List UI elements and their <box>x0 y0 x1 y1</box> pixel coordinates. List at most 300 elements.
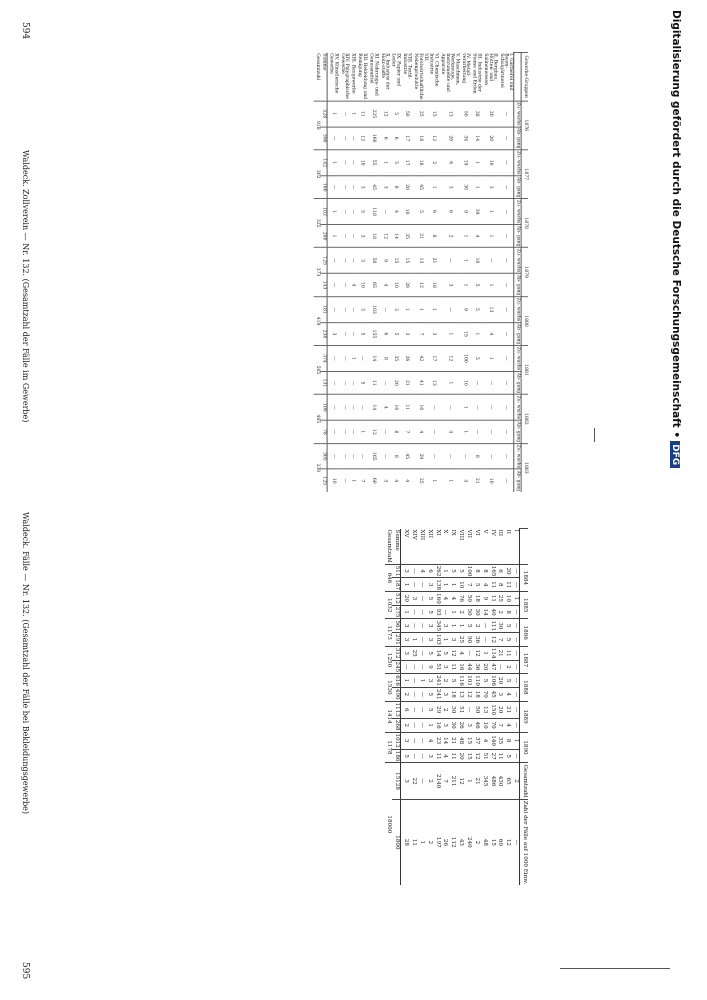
table-cell: — <box>350 150 356 176</box>
row-label: Gesamtzahl <box>386 529 393 563</box>
left-year-header: 1882 <box>521 394 528 443</box>
row-label: XIV <box>410 529 417 540</box>
table-cell: 45 <box>367 176 378 199</box>
table-cell: — <box>498 150 514 176</box>
table-cell: 13 <box>456 687 464 701</box>
table-cell: — <box>356 443 367 469</box>
table-cell: 45 <box>412 176 428 199</box>
table-cell: 26 <box>456 718 464 732</box>
table-cell: — <box>511 701 519 718</box>
table-cell: 3 <box>425 578 433 592</box>
table-cell: 528 <box>320 101 327 127</box>
table-cell: 18 <box>472 592 480 606</box>
table-cell: 1 <box>511 592 519 606</box>
row-label: IV <box>489 529 496 536</box>
table-cell: 1 <box>412 297 428 323</box>
row-label: III <box>497 529 504 537</box>
row-label: XIII <box>418 529 425 541</box>
table-cell: — <box>511 564 519 578</box>
table-row <box>498 52 514 491</box>
digitization-spine <box>678 0 707 1000</box>
table-cell: 305 <box>320 443 327 469</box>
table-cell: 4 <box>441 592 449 606</box>
table-cell: — <box>339 345 350 371</box>
table-cell: — <box>339 150 350 176</box>
table-cell: 8 <box>390 420 401 443</box>
table-cell: 100 <box>320 394 327 420</box>
table-cell: 3 <box>409 592 417 606</box>
table-cell: — <box>378 371 389 394</box>
footer-rule <box>560 968 670 969</box>
right-year-header: 1884 <box>520 564 528 591</box>
table-cell: 2 <box>456 605 464 619</box>
table-cell: 3 <box>401 732 409 749</box>
table-cell: 5 <box>471 297 482 323</box>
table-cell: 5 <box>464 619 472 633</box>
table-cell: 90 <box>464 633 472 647</box>
table-row <box>401 529 409 886</box>
table-cell: — <box>339 225 350 248</box>
table-cell: 43 <box>456 799 464 885</box>
table-cell: — <box>439 394 460 420</box>
table-cell: 8 <box>378 345 389 371</box>
table-cell: 3 <box>390 297 401 323</box>
table-cell: 1 <box>378 150 389 176</box>
table-cell: 1 <box>448 578 456 592</box>
table-cell: — <box>378 443 389 469</box>
table-cell: 4 <box>439 420 460 443</box>
table-row <box>456 529 464 886</box>
table-cell: — <box>464 701 472 718</box>
table-cell: 34 <box>460 127 471 150</box>
table-cell: 6 <box>439 199 460 225</box>
table-cell: 20 <box>482 101 498 127</box>
table-cell: 7 <box>464 578 472 592</box>
table-cell: 3 <box>425 674 433 688</box>
table-cell: 3 <box>356 248 367 274</box>
table-cell: 6 <box>425 564 433 578</box>
table-cell: 15 <box>390 248 401 274</box>
table-row <box>480 529 488 886</box>
table-cell: 1 <box>482 225 498 248</box>
table-cell: 11 <box>409 799 417 885</box>
table-cell: 1 <box>460 420 471 443</box>
left-sub-header: Ab- gang <box>515 323 521 345</box>
table-cell: 17 <box>428 345 439 371</box>
table-cell: 1 <box>417 674 425 688</box>
table-cell: 10 <box>356 150 367 176</box>
table-cell: 5 <box>401 749 409 763</box>
row-label: XI <box>434 529 441 536</box>
total-cell: 230 <box>314 443 320 492</box>
table-cell: — <box>327 420 339 443</box>
table-cell: 10 <box>482 469 498 492</box>
table-cell: 50 <box>401 101 412 127</box>
row-label: Summe <box>320 52 327 100</box>
table-row <box>409 529 417 886</box>
left-sub-header: Ab- gang <box>515 127 521 149</box>
table-cell: — <box>350 371 356 394</box>
table-cell: — <box>511 605 519 619</box>
table-cell: 8 <box>480 564 488 578</box>
table-cell: 21 <box>401 371 412 394</box>
left-year-header: 1878 <box>521 199 528 248</box>
table-cell: 1 <box>409 633 417 647</box>
row-label: VIII <box>458 529 465 541</box>
table-cell: — <box>498 248 514 274</box>
table-cell: — <box>327 345 339 371</box>
table-cell: 1 <box>441 578 449 592</box>
table-cell: 27 <box>488 749 496 763</box>
table-cell: 20 <box>496 674 504 688</box>
table-cell: 3 <box>356 225 367 248</box>
table-cell: 10 <box>412 394 428 420</box>
table-cell: — <box>339 322 350 345</box>
table-cell: 35 <box>401 225 412 248</box>
table-cell: — <box>339 371 350 394</box>
table-cell: 2 <box>401 687 409 701</box>
table-cell: 51 <box>480 749 488 763</box>
table-cell: — <box>482 420 498 443</box>
table-cell: 3 <box>378 469 389 492</box>
table-cell: — <box>498 420 514 443</box>
table-cell: — <box>339 248 350 274</box>
table-cell: 10 <box>390 274 401 297</box>
table-cell: 29 <box>433 701 441 718</box>
right-page-title: Waldeck. Fälle — Nr. 132. (Gesamtzahl der Fälle bei Bekleidungsgewerbe) <box>21 512 30 814</box>
table-cell: — <box>350 199 356 225</box>
table-cell: 44 <box>464 660 472 674</box>
table-row <box>464 529 472 886</box>
table-row <box>367 52 378 491</box>
table-cell: 11 <box>503 646 511 660</box>
table-cell: 5 <box>471 274 482 297</box>
table-cell: 1 <box>482 274 498 297</box>
left-page-number: 594 <box>20 22 30 40</box>
table-cell: 1 <box>471 322 482 345</box>
table-cell: 20 <box>401 592 409 606</box>
fold-mark <box>594 428 595 442</box>
table-cell: 5 <box>471 345 482 371</box>
table-cell: 138 <box>434 579 441 591</box>
table-cell: 15 <box>460 322 471 345</box>
table-cell: 4 <box>390 199 401 225</box>
table-cell: 13 <box>439 101 460 127</box>
left-sub-header: Ab- gang <box>515 470 521 492</box>
table-cell: 16 <box>433 718 441 732</box>
table-row <box>439 52 460 491</box>
table-cell: — <box>428 443 439 469</box>
table-cell: 245 <box>394 661 401 673</box>
sum-row <box>320 52 327 491</box>
table-cell: 29 <box>412 443 428 469</box>
table-cell: 21 <box>472 763 480 799</box>
table-cell: 3 <box>441 660 449 674</box>
table-cell: — <box>482 394 498 420</box>
digitization-note <box>670 10 682 468</box>
total-cell: 505 <box>314 345 320 394</box>
total-cell: 918 <box>314 101 320 150</box>
table-cell: 25 <box>456 633 464 647</box>
table-cell: 11 <box>448 749 456 763</box>
table-cell: 131 <box>320 371 327 394</box>
table-cell: 114 <box>489 647 496 659</box>
table-cell: — <box>350 225 356 248</box>
table-cell: 11 <box>448 660 456 674</box>
table-cell: 11 <box>503 578 511 592</box>
table-cell: 21 <box>412 225 428 248</box>
table-cell: 511 <box>394 565 401 577</box>
table-cell: 390 <box>320 127 327 150</box>
table-cell: — <box>511 687 519 701</box>
table-cell: 3 <box>356 176 367 199</box>
right-extra-header: Zahl der Fälle auf 1000 Einw. <box>520 799 528 885</box>
table-cell: — <box>417 605 425 619</box>
table-cell: 15 <box>464 749 472 763</box>
table-cell: 110 <box>473 675 480 686</box>
table-cell: 186 <box>394 750 401 762</box>
table-cell: 2 <box>425 763 433 799</box>
table-cell: — <box>498 469 514 492</box>
table-cell: 1 <box>428 297 439 323</box>
row-label: XV <box>403 529 410 538</box>
table-cell: 7 <box>401 420 412 443</box>
table-cell: 13 <box>412 248 428 274</box>
table-cell: 1 <box>464 763 472 799</box>
table-cell: — <box>511 660 519 674</box>
digitization-note-text: Digitalisierung gefördert durch die Deutsche Forschungsgemeinschaft • <box>670 10 682 439</box>
row-label: VII. Forstwirtschaftliche Nebenprodukte <box>413 53 428 100</box>
total-cell: 1530 <box>385 674 393 701</box>
table-cell: 3 <box>439 176 460 199</box>
table-cell: 4 <box>503 687 511 701</box>
table-cell: 10 <box>390 394 401 420</box>
table-cell: — <box>498 127 514 150</box>
table-cell: 1 <box>471 176 482 199</box>
total-cell: 1250 <box>385 646 393 673</box>
table-cell: — <box>428 420 439 443</box>
table-cell: 60 <box>367 469 378 492</box>
table-cell: 187 <box>394 579 401 591</box>
table-cell: 100 <box>460 345 471 371</box>
table-cell: 12 <box>378 101 389 127</box>
table-cell: 2 <box>425 799 433 885</box>
table-cell: 21 <box>496 646 504 660</box>
table-cell: 21 <box>471 469 482 492</box>
table-cell: 1 <box>327 101 339 127</box>
table-cell: 1 <box>482 199 498 225</box>
table-cell: 12 <box>448 646 456 660</box>
table-cell: 14 <box>480 605 488 619</box>
table-cell: 20 <box>482 127 498 150</box>
total-cell: 646 <box>385 564 393 591</box>
table-cell: 102 <box>320 199 327 225</box>
table-cell: — <box>482 248 498 274</box>
table-cell: 8 <box>471 443 482 469</box>
table-cell: 8 <box>472 564 480 578</box>
row-label: II. Bergbau, Hütten- und Salinenwesen <box>483 53 498 86</box>
table-row <box>378 52 389 491</box>
table-cell: — <box>350 420 356 443</box>
table-cell: 9 <box>460 297 471 323</box>
table-cell: 20 <box>401 274 412 297</box>
table-cell: 1 <box>350 345 356 371</box>
table-cell: 11 <box>488 578 496 592</box>
row-label: IX <box>450 529 457 536</box>
table-cell: 155 <box>367 322 378 345</box>
left-sub-header: Zu- wachs <box>515 199 521 224</box>
table-cell: 6 <box>439 150 460 176</box>
table-cell: — <box>350 394 356 420</box>
table-cell: 1 <box>327 225 339 248</box>
table-cell: — <box>417 687 425 701</box>
table-cell: 616 <box>394 675 401 686</box>
table-cell: 1113 <box>394 702 401 717</box>
table-cell: 3 <box>482 176 498 199</box>
table-cell: 5 <box>425 687 433 701</box>
table-cell: 18 <box>412 127 428 150</box>
table-cell: 5 <box>425 605 433 619</box>
table-cell: 30 <box>472 605 480 619</box>
table-row <box>472 529 480 886</box>
table-cell: — <box>480 619 488 633</box>
totals-row <box>385 529 393 886</box>
table-cell: 1 <box>482 345 498 371</box>
table-cell: 5 <box>503 633 511 647</box>
table-cell: 51 <box>433 660 441 674</box>
table-cell: 20 <box>390 371 401 394</box>
table-cell: 2 <box>439 225 460 248</box>
row-label: Summe <box>392 529 400 565</box>
table-cell: 14 <box>390 225 401 248</box>
table-cell: — <box>498 443 514 469</box>
table-cell: 1 <box>460 274 471 297</box>
table-cell: 12 <box>356 127 367 150</box>
table-cell: 181 <box>320 297 327 323</box>
table-cell: 1 <box>350 469 356 492</box>
table-cell: 5 <box>503 674 511 688</box>
table-cell: — <box>339 101 350 127</box>
table-cell: — <box>498 176 514 199</box>
table-cell: 1 <box>480 646 488 660</box>
table-cell: — <box>339 176 350 199</box>
table-cell: — <box>327 297 339 323</box>
table-cell: 1 <box>439 322 460 345</box>
left-year-header: 1879 <box>521 248 528 297</box>
table-cell: 1 <box>401 605 409 619</box>
table-cell: — <box>439 443 460 469</box>
table-cell: 30 <box>448 718 456 732</box>
table-cell: 20 <box>503 564 511 578</box>
table-cell: 125 <box>320 248 327 274</box>
table-cell: 65 <box>367 274 378 297</box>
table-cell: 18 <box>472 687 480 701</box>
table-cell: — <box>498 371 514 394</box>
table-cell: 50 <box>464 605 472 619</box>
table-cell: 26 <box>401 345 412 371</box>
table-cell: 3 <box>401 633 409 647</box>
row-label: IX. Papier und Leder <box>391 53 401 87</box>
table-cell: 4 <box>482 322 498 345</box>
table-row <box>488 529 496 886</box>
table-cell: 3 <box>441 718 449 732</box>
table-cell: 50 <box>460 101 471 127</box>
table-cell: 7 <box>496 633 504 647</box>
table-cell: — <box>409 578 417 592</box>
table-cell: 17 <box>401 150 412 176</box>
table-cell: 50 <box>367 248 378 274</box>
left-sub-header: Zu- wachs <box>515 346 521 371</box>
table-cell: 1 <box>471 150 482 176</box>
table-cell: 3 <box>401 322 412 345</box>
table-cell: 11 <box>356 101 367 127</box>
table-cell: 12 <box>378 225 389 248</box>
table-cell: — <box>378 420 389 443</box>
table-cell: 20 <box>496 701 504 718</box>
table-cell: 312 <box>394 647 401 659</box>
table-cell: — <box>378 297 389 323</box>
table-cell: 20 <box>456 749 464 763</box>
table-cell: 197 <box>433 799 441 885</box>
left-sub-header: Zu- wachs <box>515 444 521 469</box>
table-cell: 12 <box>472 646 480 660</box>
table-cell: — <box>356 345 367 371</box>
table-cell: 116 <box>458 675 465 686</box>
table-cell: 25 <box>409 646 417 660</box>
table-row <box>350 52 356 491</box>
table-cell: 1 <box>425 718 433 732</box>
table-cell: — <box>339 394 350 420</box>
table-cell: — <box>511 718 519 732</box>
table-cell: 106 <box>489 675 496 686</box>
table-cell: 2 <box>428 150 439 176</box>
table-cell: — <box>339 420 350 443</box>
table-cell: 3 <box>428 322 439 345</box>
row-label: XI. Nahrungs- und Genussmittel <box>368 53 379 96</box>
table-cell: 4 <box>448 592 456 606</box>
table-cell: 6 <box>401 701 409 718</box>
table-row <box>339 52 350 491</box>
left-sub-header: Zu- wachs <box>515 102 521 126</box>
table-cell: 35 <box>496 732 504 749</box>
table-cell: 2 <box>441 674 449 688</box>
total-cell: 302 <box>314 150 320 199</box>
table-cell: 8 <box>503 605 511 619</box>
row-label: VI. Chemische Industrie <box>429 53 439 87</box>
table-cell: 55 <box>367 150 378 176</box>
table-cell: 30 <box>460 176 471 199</box>
table-cell: 5 <box>390 322 401 345</box>
table-cell: — <box>417 732 425 749</box>
table-row <box>412 52 428 491</box>
table-cell: 2 <box>496 605 504 619</box>
table-cell: — <box>417 646 425 660</box>
table-cell: 42 <box>412 345 428 371</box>
table-cell: — <box>471 420 482 443</box>
row-label: I <box>513 529 520 532</box>
row-label: IV. Metall-verarbeitung <box>461 53 471 84</box>
left-page-title: Waldeck. Zollverein — Nr. 132. (Gesamtzahl der Fälle im Gewerbe) <box>21 150 30 423</box>
table-cell: 2140 <box>433 763 441 799</box>
table-cell: 25 <box>412 469 428 492</box>
sum-row <box>392 529 400 886</box>
table-cell: 50 <box>472 701 480 718</box>
table-cell: 6 <box>428 199 439 225</box>
table-row <box>503 529 511 886</box>
table-cell: 490 <box>394 688 401 700</box>
table-cell: 6 <box>390 127 401 150</box>
table-cell: 8 <box>390 443 401 469</box>
